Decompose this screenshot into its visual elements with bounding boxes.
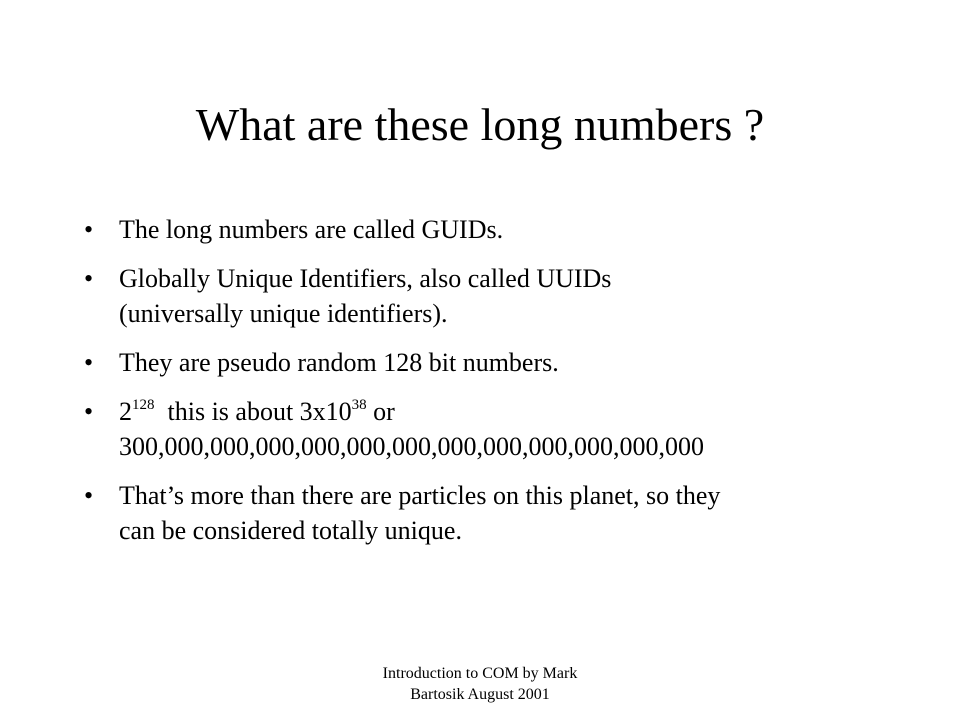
bullet-item <box>84 478 884 548</box>
bullet-item <box>84 261 884 331</box>
bullet-text: The long numbers are called GUIDs. <box>119 215 504 244</box>
slide-title: What are these long numbers ? <box>195 99 765 150</box>
bullet-icon: • <box>84 264 94 293</box>
slide-footer <box>330 663 630 705</box>
bullet-text-power <box>119 394 884 429</box>
power-exponent: 128 <box>132 397 155 413</box>
bullet-icon: • <box>84 215 94 244</box>
power-tail: or <box>366 397 395 426</box>
bullet-text: (universally unique identifiers). <box>119 299 448 328</box>
bullet-icon: • <box>84 397 94 426</box>
bullet-text: 300,000,000,000,000,000,000,000,000,000,000,000,000 <box>119 432 704 461</box>
power-text: this is about 3x10 <box>154 397 352 426</box>
bullet-item <box>84 394 884 464</box>
footer-line: Bartosik August 2001 <box>410 686 550 703</box>
bullet-item <box>84 212 884 247</box>
bullet-text: can be considered totally unique. <box>119 516 462 545</box>
power-exponent-2: 38 <box>351 397 367 413</box>
bullet-icon: • <box>84 481 94 510</box>
bullet-icon: • <box>84 348 94 377</box>
bullet-item <box>84 345 884 380</box>
power-base: 2 <box>119 397 132 426</box>
bullet-text: They are pseudo random 128 bit numbers. <box>119 348 559 377</box>
bullet-text: That’s more than there are particles on this planet, so they <box>119 481 721 510</box>
bullet-text: Globally Unique Identifiers, also called UUIDs <box>119 264 612 293</box>
footer-line: Introduction to COM by Mark <box>382 665 578 682</box>
bullet-list <box>84 212 884 562</box>
